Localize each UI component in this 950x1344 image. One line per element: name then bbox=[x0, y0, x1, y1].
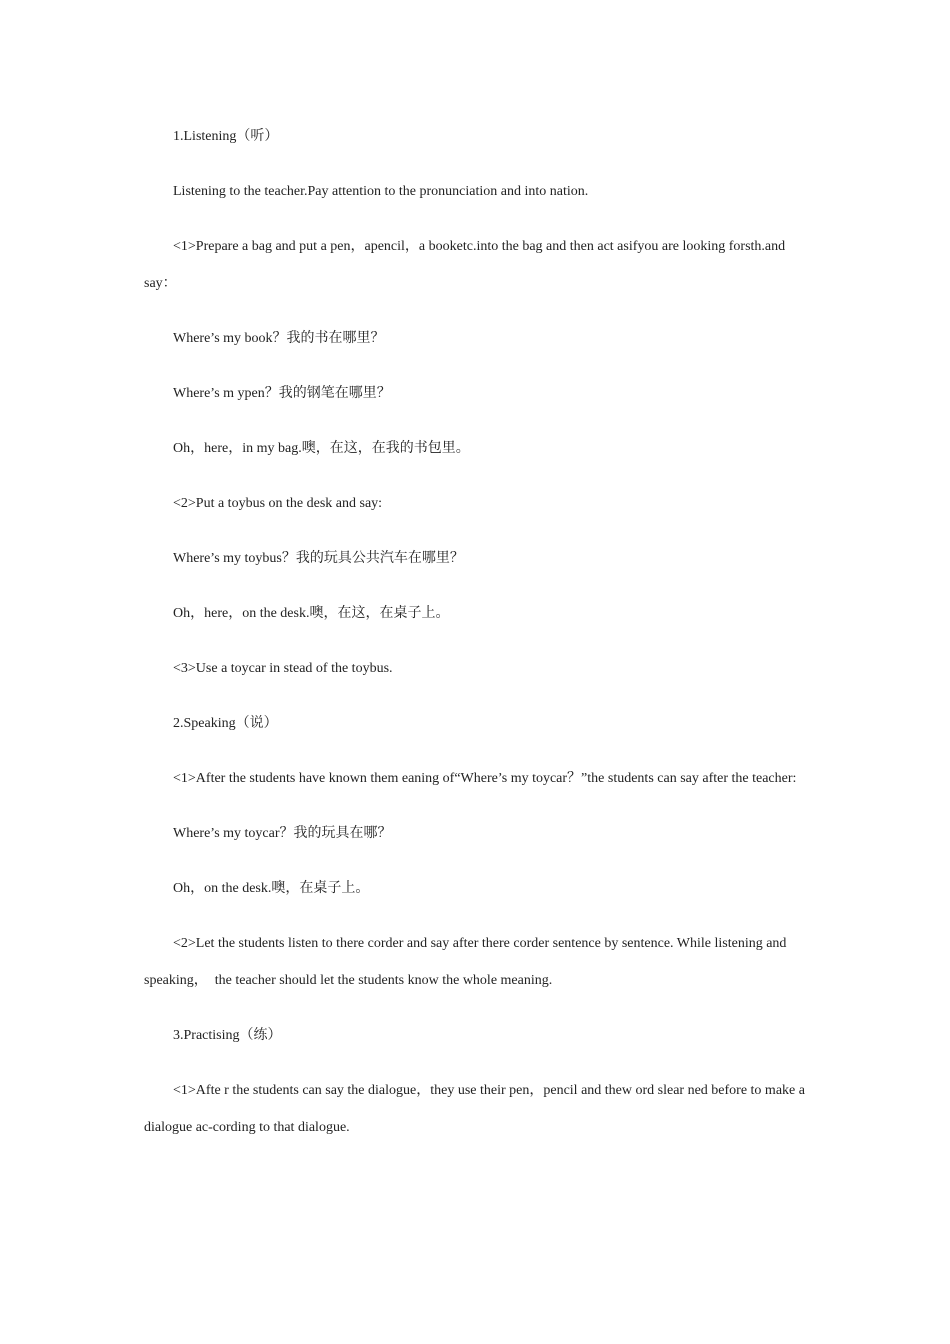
section-heading-listening: 1.Listening（听） bbox=[173, 129, 279, 144]
dialogue-line: Where’s my toybus？我的玩具公共汽车在哪里？ bbox=[173, 551, 464, 566]
dialogue-line: Oh，here，on the desk.噢，在这，在桌子上。 bbox=[173, 606, 450, 621]
paragraph: <1>Afte r the students can say the dialogue，they use their pen，pencil and thew ord slear ned before to make a dialogue ac-cording to that dialogue. bbox=[144, 1083, 805, 1135]
dialogue-line: Where’s my book？我的书在哪里？ bbox=[173, 331, 385, 346]
paragraph: <1>After the students have known them eaning of“Where’s my toycar？”the students can say after the teacher: bbox=[173, 771, 797, 786]
dialogue-line: Oh，here，in my bag.噢，在这，在我的书包里。 bbox=[173, 441, 470, 456]
section-heading-speaking: 2.Speaking（说） bbox=[173, 716, 278, 731]
section-heading-practising: 3.Practising（练） bbox=[173, 1028, 282, 1043]
paragraph: <1>Prepare a bag and put a pen，apencil，a booketc.into the bag and then act asifyou are looking forsth.and say： bbox=[144, 239, 786, 291]
dialogue-line: Oh，on the desk.噢，在桌子上。 bbox=[173, 881, 370, 896]
dialogue-line: Where’s my toycar？我的玩具在哪？ bbox=[173, 826, 392, 841]
document-body bbox=[144, 118, 808, 1164]
paragraph: <2>Let the students listen to there corder and say after there corder sentence by sentence. While listening and speaking， the teacher should let the students know the whole meaning. bbox=[144, 936, 787, 988]
dialogue-line: Where’s m ypen？我的钢笔在哪里？ bbox=[173, 386, 391, 401]
paragraph: Listening to the teacher.Pay attention to the pronunciation and into nation. bbox=[173, 184, 589, 199]
paragraph: <3>Use a toycar in stead of the toybus. bbox=[173, 661, 393, 676]
paragraph: <2>Put a toybus on the desk and say: bbox=[173, 496, 383, 511]
